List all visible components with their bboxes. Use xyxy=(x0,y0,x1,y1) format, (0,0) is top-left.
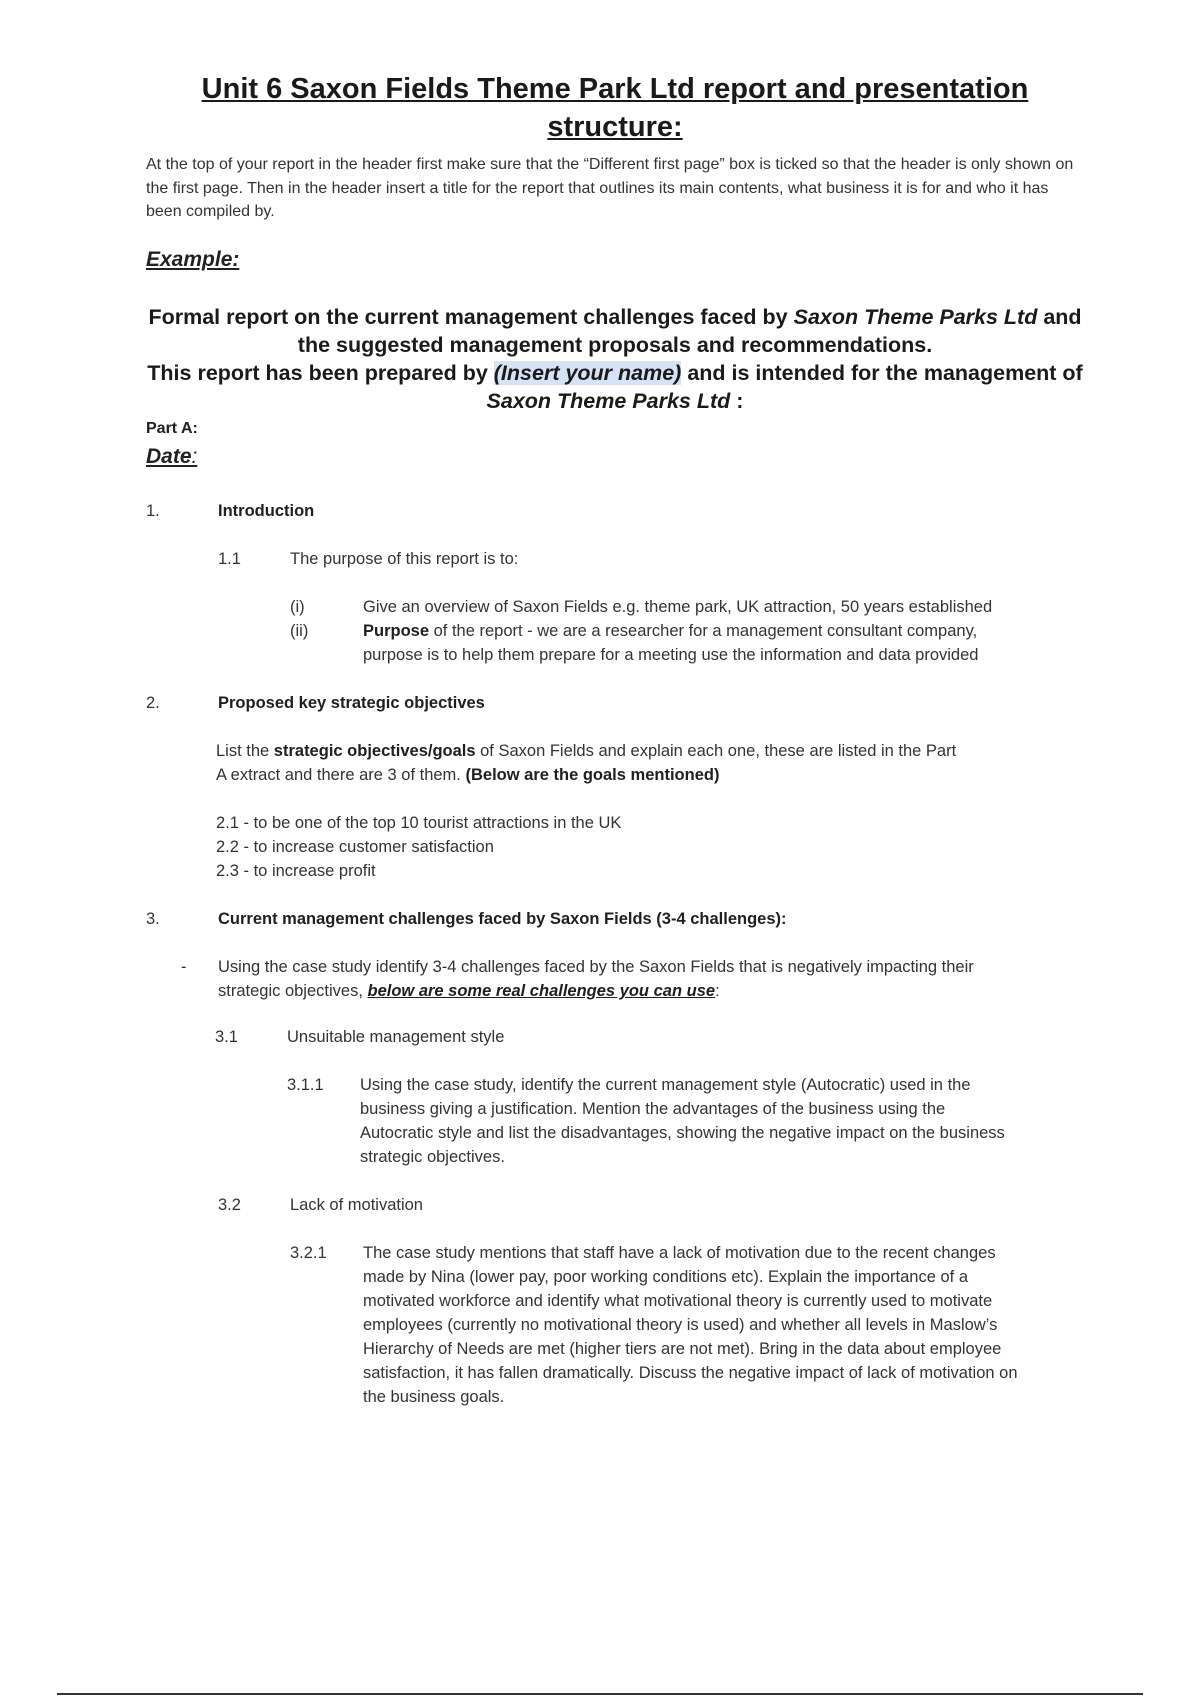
paragraph-line: made by Nina (lower pay, poor working conditions etc). Explain the importance of a xyxy=(363,1268,968,1286)
item-i-number: (i) xyxy=(290,598,305,616)
s3-text-c: : xyxy=(715,982,720,1000)
paragraph-line: satisfaction, it has fallen dramatically. Discuss the negative impact of lack of motivation on xyxy=(363,1364,1018,1382)
subsection-3-2-1-number: 3.2.1 xyxy=(290,1244,327,1262)
formal-text-4: and is intended for the management of xyxy=(681,361,1083,385)
paragraph-line: motivated workforce and identify what motivational theory is currently used to motivate xyxy=(363,1292,993,1310)
subsection-3-1-title: Unsuitable management style xyxy=(287,1028,505,1046)
subsection-3-2-number: 3.2 xyxy=(218,1196,241,1214)
section-3-bullet-line-1: Using the case study identify 3-4 challenges faced by the Saxon Fields that is negatively impacting their xyxy=(218,958,974,976)
item-ii-line-2: purpose is to help them prepare for a meeting use the information and data provided xyxy=(363,646,979,664)
subsection-1-1-number: 1.1 xyxy=(218,550,241,568)
goal-item: 2.2 - to increase customer satisfaction xyxy=(216,838,494,856)
item-i-text: Give an overview of Saxon Fields e.g. theme park, UK attraction, 50 years established xyxy=(363,598,993,616)
formal-text-5: : xyxy=(730,389,744,413)
name-placeholder[interactable]: (Insert your name) xyxy=(493,361,682,385)
example-label: Example: xyxy=(146,248,240,271)
paragraph-line: The case study mentions that staff have a lack of motivation due to the recent changes xyxy=(363,1244,996,1262)
paragraph-line: employees (currently no motivational theory is used) and whether all levels in Maslow’s xyxy=(363,1316,998,1334)
paragraph-line: Autocratic style and list the disadvantages, showing the negative impact on the business xyxy=(360,1124,1005,1142)
section-3-number: 3. xyxy=(146,910,160,928)
item-ii-text: of the report - we are a researcher for a management consultant company, xyxy=(429,622,978,640)
formal-text-3: This report has been prepared by xyxy=(147,361,494,385)
section-2-number: 2. xyxy=(146,694,160,712)
section-3-title: Current management challenges faced by Saxon Fields (3-4 challenges): xyxy=(218,910,787,928)
section-2-paragraph-line-1 xyxy=(216,739,956,763)
intro-paragraph: At the top of your report in the header first make sure that the “Different first page” box is ticked so that the header is only shown on the first page. Then in the header insert a title for the report that outlines its main contents, what business it is for and who it has been compiled by. xyxy=(146,156,1074,220)
paragraph-line: the business goals. xyxy=(363,1388,505,1406)
section-2-paragraph-line-2 xyxy=(216,763,719,787)
paragraph-line: strategic objectives. xyxy=(360,1148,505,1166)
s2-text-a: List the xyxy=(216,742,274,760)
subsection-3-1-1-number: 3.1.1 xyxy=(287,1076,324,1094)
subsection-3-1-number: 3.1 xyxy=(215,1028,238,1046)
bullet-dash: - xyxy=(181,958,187,976)
item-ii-bold: Purpose xyxy=(363,622,430,640)
section-1-number: 1. xyxy=(146,502,160,520)
goal-item: 2.1 - to be one of the top 10 tourist attractions in the UK xyxy=(216,814,622,832)
date-field[interactable] xyxy=(146,445,197,469)
formal-company-2: Saxon Theme Parks Ltd xyxy=(486,389,731,413)
formal-report-title xyxy=(140,303,1090,415)
part-a-label: Part A: xyxy=(146,420,198,437)
subsection-3-2-title: Lack of motivation xyxy=(290,1196,423,1214)
s2-bold-2: (Below are the goals mentioned) xyxy=(465,766,720,784)
paragraph-line: business giving a justification. Mention the advantages of the business using the xyxy=(360,1100,946,1118)
formal-text-2: and the suggested management proposals and recommendations. xyxy=(297,305,1082,357)
item-ii-line-1 xyxy=(363,619,977,643)
formal-text-1: Formal report on the current management challenges faced by xyxy=(148,305,794,329)
date-label: Date xyxy=(146,445,192,468)
s2-text-b: of Saxon Fields and explain each one, these are listed in the Part xyxy=(475,742,957,760)
paragraph-line: Using the case study, identify the current management style (Autocratic) used in the xyxy=(360,1076,971,1094)
document-title: Unit 6 Saxon Fields Theme Park Ltd report and presentation structure: xyxy=(201,73,1029,143)
goal-item: 2.3 - to increase profit xyxy=(216,862,376,880)
s3-text-b: strategic objectives, xyxy=(218,982,368,1000)
item-ii-number: (ii) xyxy=(290,622,309,640)
section-3-bullet-line-2 xyxy=(218,979,720,1003)
date-colon: : xyxy=(191,445,198,468)
section-2-title: Proposed key strategic objectives xyxy=(218,694,485,712)
section-1-title: Introduction xyxy=(218,502,315,520)
footer-divider xyxy=(57,1693,1143,1695)
formal-company: Saxon Theme Parks Ltd xyxy=(793,305,1038,329)
paragraph-line: Hierarchy of Needs are met (higher tiers are not met). Bring in the data about employee xyxy=(363,1340,1002,1358)
subsection-1-1-text: The purpose of this report is to: xyxy=(290,550,519,568)
s2-text-c: A extract and there are 3 of them. xyxy=(216,766,466,784)
s3-bold-underline: below are some real challenges you can use xyxy=(367,982,716,1000)
s2-bold: strategic objectives/goals xyxy=(273,742,476,760)
